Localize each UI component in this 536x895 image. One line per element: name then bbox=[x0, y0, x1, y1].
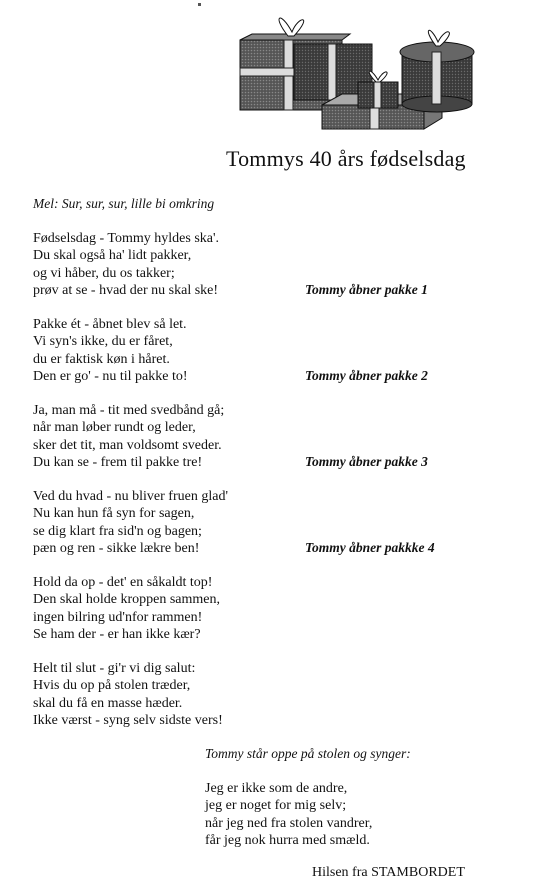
verse-line: Ved du hvad - nu bliver fruen glad' bbox=[33, 489, 228, 504]
action-note-3: Tommy åbner pakke 3 bbox=[305, 454, 428, 469]
stage-direction: Tommy står oppe på stolen og synger: bbox=[205, 746, 411, 761]
verse-line: Se ham der - er han ikke kær? bbox=[33, 627, 201, 643]
action-note-1: Tommy åbner pakke 1 bbox=[305, 282, 428, 297]
verse-line: Nu kan hun få syn for sagen, bbox=[33, 506, 195, 522]
verse-line: prøv at se - hvad der nu skal ske! bbox=[33, 283, 219, 299]
verse-1 bbox=[33, 230, 219, 300]
verse-line: Jeg er ikke som de andre, bbox=[205, 781, 348, 796]
verse-line: Den er go' - nu til pakke to! bbox=[33, 369, 188, 385]
speck bbox=[198, 3, 201, 6]
verse-line: Helt til slut - gi'r vi dig salut: bbox=[33, 661, 196, 676]
verse-line: Du kan se - frem til pakke tre! bbox=[33, 455, 203, 471]
verse-line: skal du få en masse hæder. bbox=[33, 695, 183, 711]
verse-line: Fødselsdag - Tommy hyldes ska'. bbox=[33, 231, 219, 246]
verse-line: Du skal også ha' lidt pakker, bbox=[33, 248, 192, 264]
gift-boxes-illustration bbox=[232, 10, 482, 132]
verse-line: sker det tit, man voldsomt sveder. bbox=[33, 437, 222, 453]
verse-line: Hold da op - det' en såkaldt top! bbox=[33, 575, 213, 590]
verse-line: Ikke værst - syng selv sidste vers! bbox=[33, 713, 223, 729]
verse-line: når man løber rundt og leder, bbox=[33, 420, 196, 436]
verse-4 bbox=[33, 488, 228, 558]
verse-line: ingen bilring ud'nfor rammen! bbox=[33, 609, 203, 625]
verse-line: jeg er noget for mig selv; bbox=[205, 798, 347, 814]
verse-line: Den skal holde kroppen sammen, bbox=[33, 592, 221, 608]
verse-2 bbox=[33, 316, 188, 386]
verse-line: når jeg ned fra stolen vandrer, bbox=[205, 815, 373, 831]
verse-line: pæn og ren - sikke lækre ben! bbox=[33, 541, 200, 557]
final-verse bbox=[205, 780, 372, 850]
verse-6 bbox=[33, 660, 223, 730]
verse-line: du er faktisk køn i håret. bbox=[33, 351, 170, 367]
action-note-2: Tommy åbner pakke 2 bbox=[305, 368, 428, 383]
verse-line: Ja, man må - tit med svedbånd gå; bbox=[33, 403, 225, 418]
verse-line: Pakke ét - åbnet blev så let. bbox=[33, 317, 187, 332]
action-note-4: Tommy åbner pakkke 4 bbox=[305, 540, 435, 555]
verse-5 bbox=[33, 574, 220, 644]
signoff: Hilsen fra STAMBORDET bbox=[312, 865, 465, 880]
melody-note: Mel: Sur, sur, sur, lille bi omkring bbox=[33, 196, 215, 211]
verse-line: se dig klart fra sid'n og bagen; bbox=[33, 523, 202, 539]
verse-line: Hvis du op på stolen træder, bbox=[33, 678, 191, 694]
verse-line: Vi syn's ikke, du er fåret, bbox=[33, 334, 173, 350]
page-title: Tommys 40 års fødselsdag bbox=[226, 146, 466, 171]
verse-line: og vi håber, du os takker; bbox=[33, 265, 175, 281]
verse-line: får jeg nok hurra med smæld. bbox=[205, 833, 370, 849]
verse-3 bbox=[33, 402, 224, 472]
